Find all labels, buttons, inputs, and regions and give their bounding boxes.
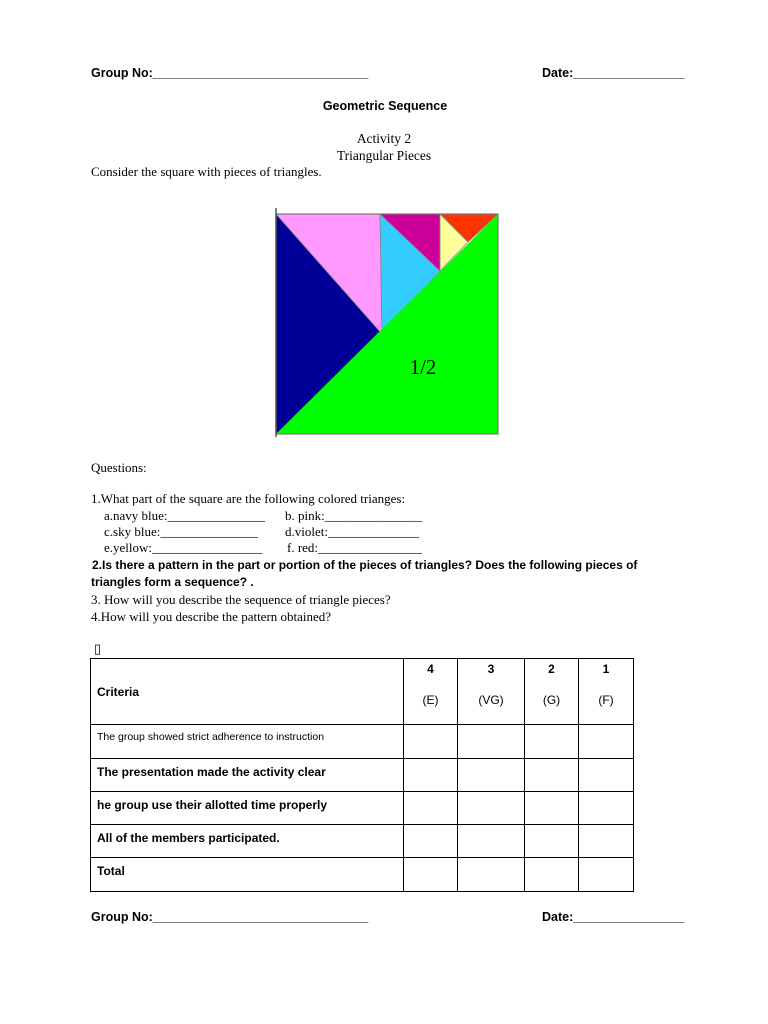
footer-date-field[interactable] [542,910,685,924]
answer-f-red[interactable]: f. red:________________ [287,540,423,555]
criteria-header: Criteria [91,659,404,725]
question-3: 3. How will you describe the sequence of triangle pieces? [91,592,391,607]
questions-heading: Questions: [91,460,147,475]
table-row-total [91,858,634,892]
group-no-label: Group No: [91,910,153,924]
activity-title: Activity 2 [356,131,412,146]
score-header-3 [458,659,525,725]
table-row [91,759,634,792]
group-no-line: _______________________________ [152,66,369,80]
score-cell[interactable] [458,759,525,792]
score-cell[interactable] [579,725,634,759]
score-cell[interactable] [525,792,579,825]
score-header-1 [579,659,634,725]
score-code: (E) [422,693,439,707]
score-cell[interactable] [458,858,525,892]
score-cell[interactable] [579,858,634,892]
table-row [91,725,634,759]
date-label: Date: [542,66,574,80]
score-cell[interactable] [525,759,579,792]
score-num: 3 [487,662,495,676]
activity-subtitle: Triangular Pieces [336,148,432,163]
rubric-header-row [91,659,634,725]
score-cell[interactable] [404,825,458,858]
score-header-4 [404,659,458,725]
score-cell[interactable] [525,825,579,858]
answer-b-pink[interactable]: b. pink:_______________ [285,508,423,523]
table-row [91,825,634,858]
footer-group-no-field[interactable] [91,910,368,924]
criteria-cell: The group showed strict adherence to instruction [91,725,404,759]
question-4: 4.How will you describe the pattern obtained? [91,609,332,624]
question-2-line-2: triangles form a sequence? . [91,575,254,589]
answer-d-violet[interactable]: d.violet:______________ [285,524,419,539]
score-num: 2 [548,662,555,676]
placeholder-glyph: ▯ [94,641,102,656]
group-no-label: Group No: [91,66,153,80]
score-cell[interactable] [404,725,458,759]
question-1: 1.What part of the square are the following colored trianges: [91,491,406,506]
group-no-field[interactable] [91,66,368,80]
question-2-line-1: 2.Is there a pattern in the part or portion of the pieces of triangles? Does the following pieces of [92,558,638,572]
score-cell[interactable] [579,825,634,858]
score-num: 4 [427,662,434,676]
score-cell[interactable] [458,725,525,759]
score-cell[interactable] [404,858,458,892]
answer-a-navy-blue[interactable]: a.navy blue:_______________ [104,508,266,523]
date-field[interactable] [542,66,685,80]
score-cell[interactable] [579,792,634,825]
group-no-line: _______________________________ [152,910,369,924]
criteria-cell: All of the members participated. [91,825,404,858]
score-code: (VG) [478,693,504,707]
score-cell[interactable] [404,792,458,825]
score-cell[interactable] [579,759,634,792]
criteria-cell: he group use their allotted time properly [91,792,404,825]
score-code: (G) [542,693,561,707]
half-label: 1/2 [409,355,437,379]
criteria-cell: The presentation made the activity clear [91,759,404,792]
score-cell[interactable] [525,725,579,759]
page-title: Geometric Sequence [322,99,448,113]
score-cell[interactable] [458,792,525,825]
score-cell[interactable] [525,858,579,892]
table-row [91,792,634,825]
rubric-table [90,658,634,892]
answer-c-sky-blue[interactable]: c.sky blue:_______________ [104,524,258,539]
score-code: (F) [598,693,614,707]
date-line: ________________ [573,66,685,80]
date-line: ________________ [573,910,685,924]
intro-text: Consider the square with pieces of triangles. [91,164,322,179]
score-num: 1 [602,662,610,676]
answer-e-yellow[interactable]: e.yellow:_________________ [104,540,263,555]
score-cell[interactable] [404,759,458,792]
score-header-2 [525,659,579,725]
date-label: Date: [542,910,574,924]
triangle-square-figure [270,205,505,440]
total-cell: Total [91,858,404,892]
score-cell[interactable] [458,825,525,858]
